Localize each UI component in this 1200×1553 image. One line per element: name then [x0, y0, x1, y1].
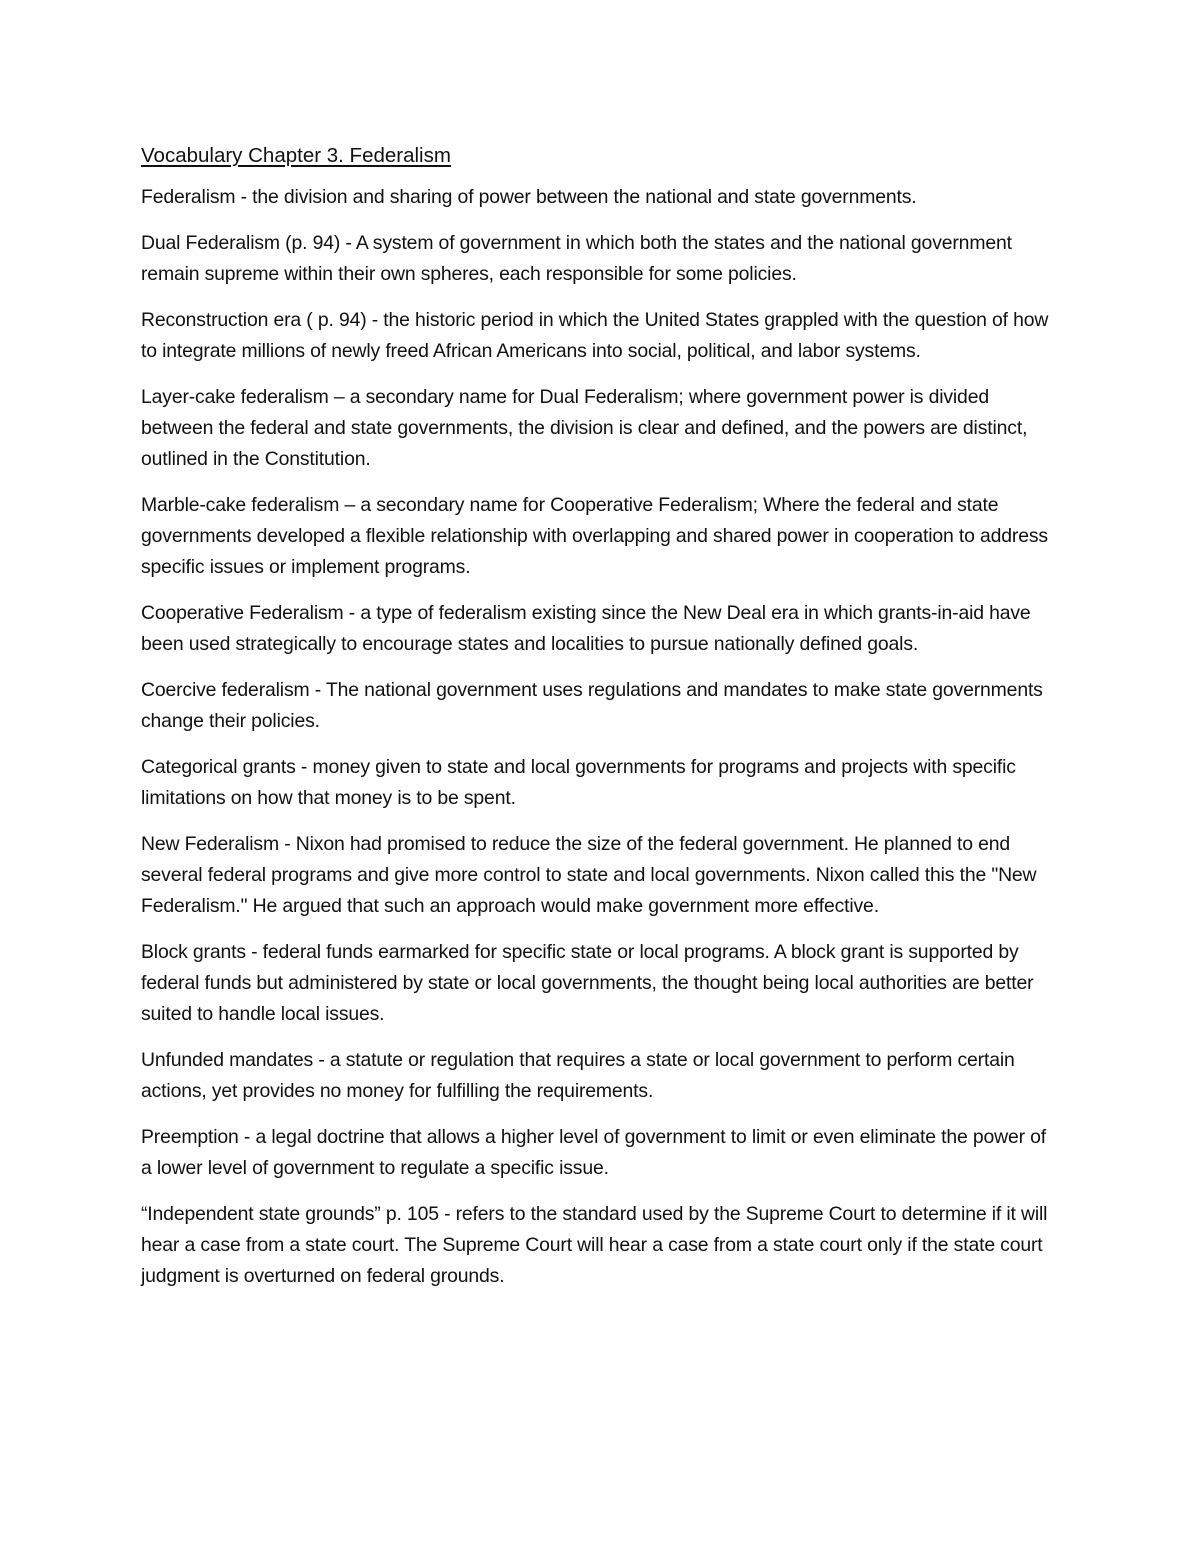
vocab-entry-coercive-federalism: Coercive federalism - The national government uses regulations and mandates to make state governments change their policies. — [141, 679, 1043, 732]
vocab-entry-categorical-grants: Categorical grants - money given to state and local governments for programs and projects with specific limitations on how that money is to be spent. — [141, 756, 1016, 809]
vocab-entry-cooperative-federalism: Cooperative Federalism - a type of federalism existing since the New Deal era in which grants-in-aid have been used strategically to encourage states and localities to pursue nationally defined goals. — [141, 602, 1031, 655]
vocab-entry-marble-cake-federalism: Marble-cake federalism – a secondary name for Cooperative Federalism; Where the federal and state governments developed a flexible relationship with overlapping and shared power in cooperation to address specific issues or implement programs. — [141, 494, 1048, 578]
vocab-entry-preemption: Preemption - a legal doctrine that allows a higher level of government to limit or even eliminate the power of a lower level of government to regulate a specific issue. — [141, 1126, 1047, 1179]
vocab-entry-layer-cake-federalism: Layer-cake federalism – a secondary name for Dual Federalism; where government power is divided between the federal and state governments, the division is clear and defined, and the powers are distinct, outlined in the Constitution. — [141, 386, 1028, 470]
vocab-entry-federalism: Federalism - the division and sharing of power between the national and state governments. — [141, 186, 917, 208]
vocab-entry-reconstruction-era: Reconstruction era ( p. 94) - the historic period in which the United States grappled with the question of how to integrate millions of newly freed African Americans into social, political, and labor systems. — [141, 309, 1049, 362]
vocab-entry-independent-state-grounds: “Independent state grounds” p. 105 - refers to the standard used by the Supreme Court to determine if it will hear a case from a state court. The Supreme Court will hear a case from a state court only if the state court judgment is overturned on federal grounds. — [141, 1203, 1048, 1287]
document-page — [141, 138, 1061, 1307]
vocab-entry-dual-federalism: Dual Federalism (p. 94) - A system of government in which both the states and the national government remain supreme within their own spheres, each responsible for some policies. — [141, 232, 1012, 285]
vocab-entry-unfunded-mandates: Unfunded mandates - a statute or regulation that requires a state or local government to perform certain actions, yet provides no money for fulfilling the requirements. — [141, 1049, 1015, 1102]
vocab-entry-new-federalism: New Federalism - Nixon had promised to reduce the size of the federal government. He planned to end several federal programs and give more control to state and local governments. Nixon called this the "New Federalism." He argued that such an approach would make government more effective. — [141, 833, 1037, 917]
vocab-entry-block-grants: Block grants - federal funds earmarked for specific state or local programs. A block grant is supported by federal funds but administered by state or local governments, the thought being local authorities are better suited to handle local issues. — [141, 941, 1034, 1025]
document-title: Vocabulary Chapter 3. Federalism — [141, 144, 451, 167]
